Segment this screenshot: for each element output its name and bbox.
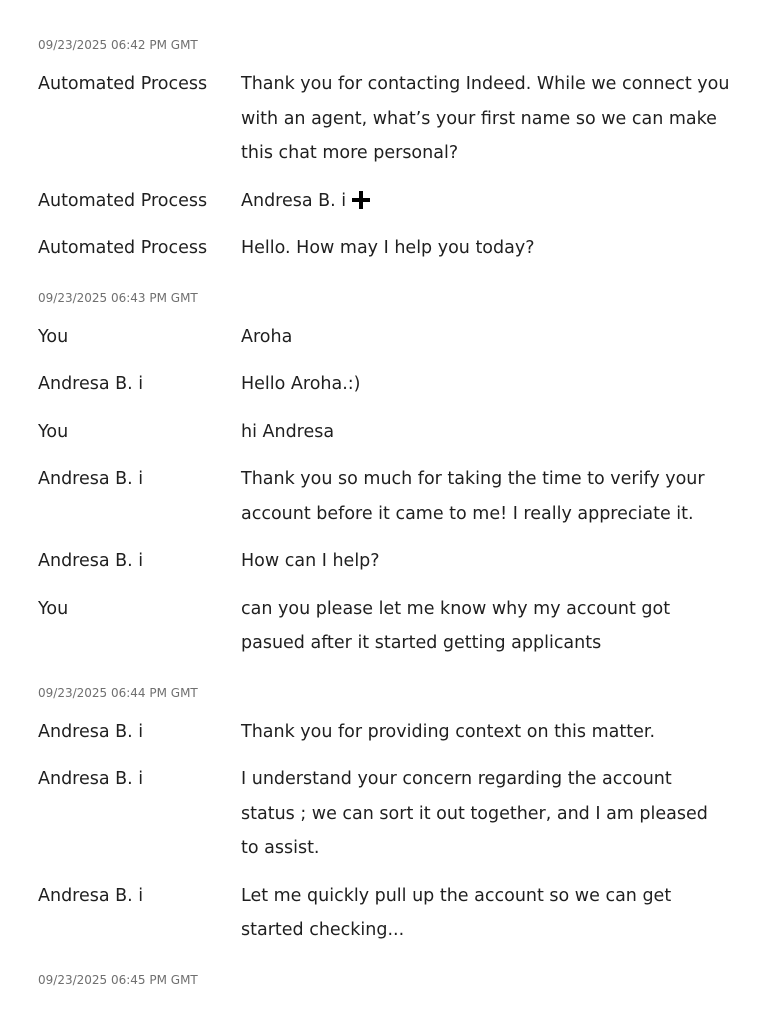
message-text: Hello. How may I help you today? bbox=[241, 238, 535, 258]
message-text: Thank you for providing context on this matter. bbox=[241, 721, 656, 742]
message-text: I understand your concern regarding the account status ; we can sort it out together, and I am pleased to assist. bbox=[241, 769, 708, 858]
message-sender: Andresa B. i bbox=[38, 469, 144, 489]
message-row bbox=[38, 762, 730, 866]
message-sender: You bbox=[38, 326, 69, 347]
message-sender: You bbox=[38, 598, 69, 619]
message-sender: Automated Process bbox=[38, 190, 208, 211]
message-sender: You bbox=[38, 421, 69, 442]
message-sender: Automated Process bbox=[38, 238, 208, 258]
message-sender: Andresa B. i bbox=[38, 374, 144, 394]
plus-icon bbox=[352, 191, 370, 209]
message-sender: Andresa B. i bbox=[38, 551, 144, 571]
message-sender: Andresa B. i bbox=[38, 885, 144, 906]
message-text: Thank you for contacting Indeed. While we connect you with an agent, what’s your first name so we can make this chat more personal? bbox=[241, 74, 730, 163]
message-row bbox=[38, 320, 730, 355]
message-sender: Andresa B. i bbox=[38, 769, 144, 789]
message-text: Thank you so much for taking the time to verify your account before it came to me! I really appreciate it. bbox=[241, 469, 705, 524]
message-row bbox=[38, 67, 730, 171]
message-row bbox=[38, 879, 730, 948]
message-row bbox=[38, 231, 730, 266]
message-text: Aroha bbox=[241, 326, 293, 347]
message-text: can you please let me know why my account got pasued after it started getting applicants bbox=[241, 598, 671, 653]
message-row bbox=[38, 415, 730, 450]
timestamp: 09/23/2025 06:44 PM GMT bbox=[38, 685, 198, 700]
message-row bbox=[38, 367, 730, 402]
message-sender: Automated Process bbox=[38, 74, 208, 94]
message-text: Andresa B. i bbox=[241, 190, 347, 211]
message-row bbox=[38, 184, 730, 219]
message-text: Hello Aroha.:) bbox=[241, 374, 361, 394]
message-text: hi Andresa bbox=[241, 421, 335, 442]
timestamp: 09/23/2025 06:43 PM GMT bbox=[38, 290, 198, 305]
timestamp: 09/23/2025 06:42 PM GMT bbox=[38, 38, 198, 52]
message-row bbox=[38, 592, 730, 661]
message-sender: Andresa B. i bbox=[38, 721, 144, 742]
message-row bbox=[38, 715, 730, 750]
message-text: How can I help? bbox=[241, 551, 380, 571]
timestamp: 09/23/2025 06:45 PM GMT bbox=[38, 972, 198, 987]
message-row bbox=[38, 544, 730, 579]
message-text: Let me quickly pull up the account so we can get started checking... bbox=[241, 885, 672, 940]
message-row bbox=[38, 462, 730, 531]
